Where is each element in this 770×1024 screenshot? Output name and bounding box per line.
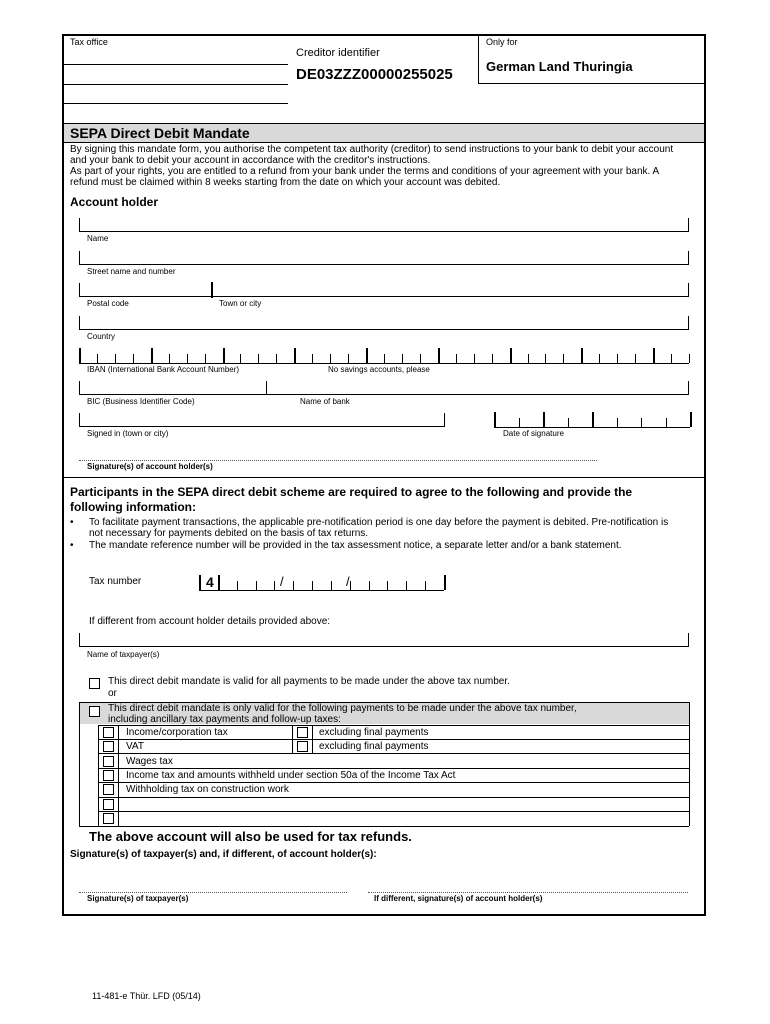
tax-number-prefix: 4 [206,574,214,590]
date-label: Date of signature [503,429,564,438]
segment-tick [79,348,81,363]
iban-label: IBAN (International Bank Account Number) [87,365,240,374]
segment-tick [276,354,277,363]
option-all-checkbox[interactable] [89,678,100,689]
holder-signature-line-2[interactable] [368,892,688,893]
segment-tick [366,348,368,363]
taxpayer-name-field[interactable] [79,633,689,647]
only-for-value: German Land Thuringia [486,59,633,74]
segment-tick [330,354,331,363]
tax-separator-1: / [280,574,284,589]
intro-line-4: refund must be claimed within 8 weeks starting from the date on which your account was debited. [70,177,501,188]
segment-tick [420,354,421,363]
segment-tick [169,354,170,363]
intro-line-2: and your bank to debit your account in accordance with the creditor's instructions. [70,155,431,166]
header-divider [478,35,479,83]
intro-line-1: By signing this mandate form, you authorise the competent tax authority (creditor) to send instructions to your bank to debit your account [70,144,674,155]
segment-tick [133,354,134,363]
creditor-identifier-label: Creditor identifier [296,47,380,59]
segment-tick [312,581,313,590]
header-only-bottom [478,83,705,84]
bic-label: BIC (Business Identifier Code) [87,397,195,406]
excl-final-1-label: excluding final payments [319,727,429,738]
tax-separator-2: / [346,574,350,589]
segment-tick [592,412,594,427]
country-field[interactable] [79,316,689,330]
segment-tick [240,354,241,363]
segment-tick [205,354,206,363]
row-line-1 [98,725,689,726]
if-different-text: If different from account holder details provided above: [89,616,331,627]
segment-tick [492,354,493,363]
bullet-1-symbol: • [70,517,74,528]
segment-tick [97,354,98,363]
section-divider [64,477,704,478]
withholding-label: Withholding tax on construction work [126,784,289,795]
options-right-border [689,702,690,826]
segment-tick [519,418,520,427]
extra-item-2-field[interactable] [118,811,689,826]
vat-checkbox[interactable] [103,741,114,752]
segment-tick [617,354,618,363]
option-following-line-1: This direct debit mandate is only valid for the following payments to be made under the above tax number, [108,703,577,714]
bullet-2-symbol: • [70,540,74,551]
segment-tick [444,575,446,590]
segment-tick [599,354,600,363]
options-left-border [79,702,80,826]
segment-tick [406,581,407,590]
participants-heading-1: Participants in the SEPA direct debit scheme are required to agree to the following and provide the [70,485,633,499]
option-following-line-2: including ancillary tax payments and follow-up taxes: [108,714,341,725]
country-label: Country [87,332,116,341]
segment-tick [187,354,188,363]
segment-tick [151,348,153,363]
withholding-checkbox[interactable] [103,784,114,795]
postal-code-label: Postal code [87,299,129,308]
segment-tick [563,354,564,363]
rows-middle-border [292,725,293,753]
row-line-5 [98,782,689,783]
segment-tick [237,581,238,590]
option-all-text: This direct debit mandate is valid for all payments to be made under the above tax number. [108,676,510,687]
row-line-2 [98,739,689,740]
option-following-checkbox[interactable] [89,706,100,717]
signatures-heading: Signature(s) of taxpayer(s) and, if different, of account holder(s): [70,849,377,860]
segment-tick [384,354,385,363]
town-label: Town or city [219,299,262,308]
income-50a-checkbox[interactable] [103,770,114,781]
segment-tick [528,354,529,363]
holder-signature-label: Signature(s) of account holder(s) [87,462,213,471]
segment-tick [545,354,546,363]
segment-tick [425,581,426,590]
signed-in-label: Signed in (town or city) [87,429,169,438]
row-line-3 [98,753,689,754]
vat-label: VAT [126,741,144,752]
or-text: or [108,688,117,699]
segment-tick [258,354,259,363]
street-label: Street name and number [87,267,176,276]
segment-tick [510,348,512,363]
segment-tick [369,581,370,590]
name-label: Name [87,234,109,243]
account-holder-heading: Account holder [70,195,159,209]
segment-tick [218,575,220,590]
creditor-identifier: DE03ZZZ00000255025 [296,66,453,83]
segment-tick [689,354,690,363]
wages-checkbox[interactable] [103,756,114,767]
only-for-label: Only for [486,37,518,47]
row-line-8 [79,826,689,827]
segment-tick [641,418,642,427]
extra-item-2-checkbox[interactable] [103,813,114,824]
segment-tick [456,354,457,363]
segment-tick [568,418,569,427]
holder-signature-line[interactable] [79,460,597,461]
participants-heading-2: following information: [70,500,196,514]
segment-tick [256,581,257,590]
segment-tick [474,354,475,363]
bic-bank-field[interactable] [79,381,689,395]
bullet-2-line: The mandate reference number will be provided in the tax assessment notice, a separate letter and/or a bank statement. [89,540,622,551]
tax-number-field[interactable] [199,573,444,591]
extra-item-1-checkbox[interactable] [103,799,114,810]
segment-tick [494,412,496,427]
segment-tick [438,348,440,363]
segment-tick [690,412,692,427]
extra-item-1-field[interactable] [118,797,689,811]
segment-tick [331,581,332,590]
no-savings-label: No savings accounts, please [328,365,430,374]
segment-tick [387,581,388,590]
name-field[interactable] [79,218,689,232]
refund-title: The above account will also be used for tax refunds. [89,829,412,844]
sepa-title-bottom [64,142,704,143]
segment-tick [666,418,667,427]
bullet-1-line-b: not necessary for payments debited on the basis of tax returns. [89,528,369,539]
tax-office-line-2 [64,84,288,85]
bank-name-label: Name of bank [300,397,350,406]
segment-tick [294,348,296,363]
tax-office-line-3 [64,103,288,104]
segment-tick [348,354,349,363]
sepa-title-top [64,123,704,124]
form-code: 11-481-e Thür. LFD (05/14) [92,991,201,1001]
segment-tick [653,348,655,363]
segment-tick [543,412,545,427]
income-50a-label: Income tax and amounts withheld under section 50a of the Income Tax Act [126,770,456,781]
excl-final-1-checkbox[interactable] [297,727,308,738]
rows-middle-checkbox-border [312,725,313,753]
bullet-1-line-a: To facilitate payment transactions, the applicable pre-notification period is one day before the payment is debited. Pre-notification is [89,517,669,528]
postal-town-field[interactable] [79,283,689,297]
date-field[interactable] [494,412,690,428]
bic-bank-divider [266,381,267,395]
postal-town-divider [211,282,213,298]
segment-tick [115,354,116,363]
segment-tick [617,418,618,427]
taxpayer-name-label: Name of taxpayer(s) [87,650,160,659]
holder-signature-label-2: If different, signature(s) of account holder(s) [374,894,543,903]
segment-tick [581,348,583,363]
wages-label: Wages tax [126,756,173,767]
segment-tick [274,581,275,590]
row-line-4 [98,768,689,769]
tax-number-label: Tax number [89,576,142,587]
rows-left-inner-border [98,725,99,826]
segment-tick [223,348,225,363]
sepa-title: SEPA Direct Debit Mandate [70,125,250,141]
taxpayer-signature-label: Signature(s) of taxpayer(s) [87,894,189,903]
tax-office-label: Tax office [70,37,108,47]
excl-final-2-label: excluding final payments [319,741,429,752]
segment-tick [671,354,672,363]
income-corp-checkbox[interactable] [103,727,114,738]
segment-tick [293,581,294,590]
excl-final-2-checkbox[interactable] [297,741,308,752]
segment-tick [199,575,201,590]
taxpayer-signature-line[interactable] [79,892,347,893]
segment-tick [312,354,313,363]
iban-field[interactable] [79,348,689,364]
segment-tick [635,354,636,363]
tax-office-line-1 [64,64,288,65]
signed-in-field[interactable] [79,413,445,427]
intro-line-3: As part of your rights, you are entitled to a refund from your bank under the terms and conditions of your agreement with your bank. A [70,166,660,177]
street-field[interactable] [79,251,689,265]
income-corp-label: Income/corporation tax [126,727,228,738]
segment-tick [402,354,403,363]
